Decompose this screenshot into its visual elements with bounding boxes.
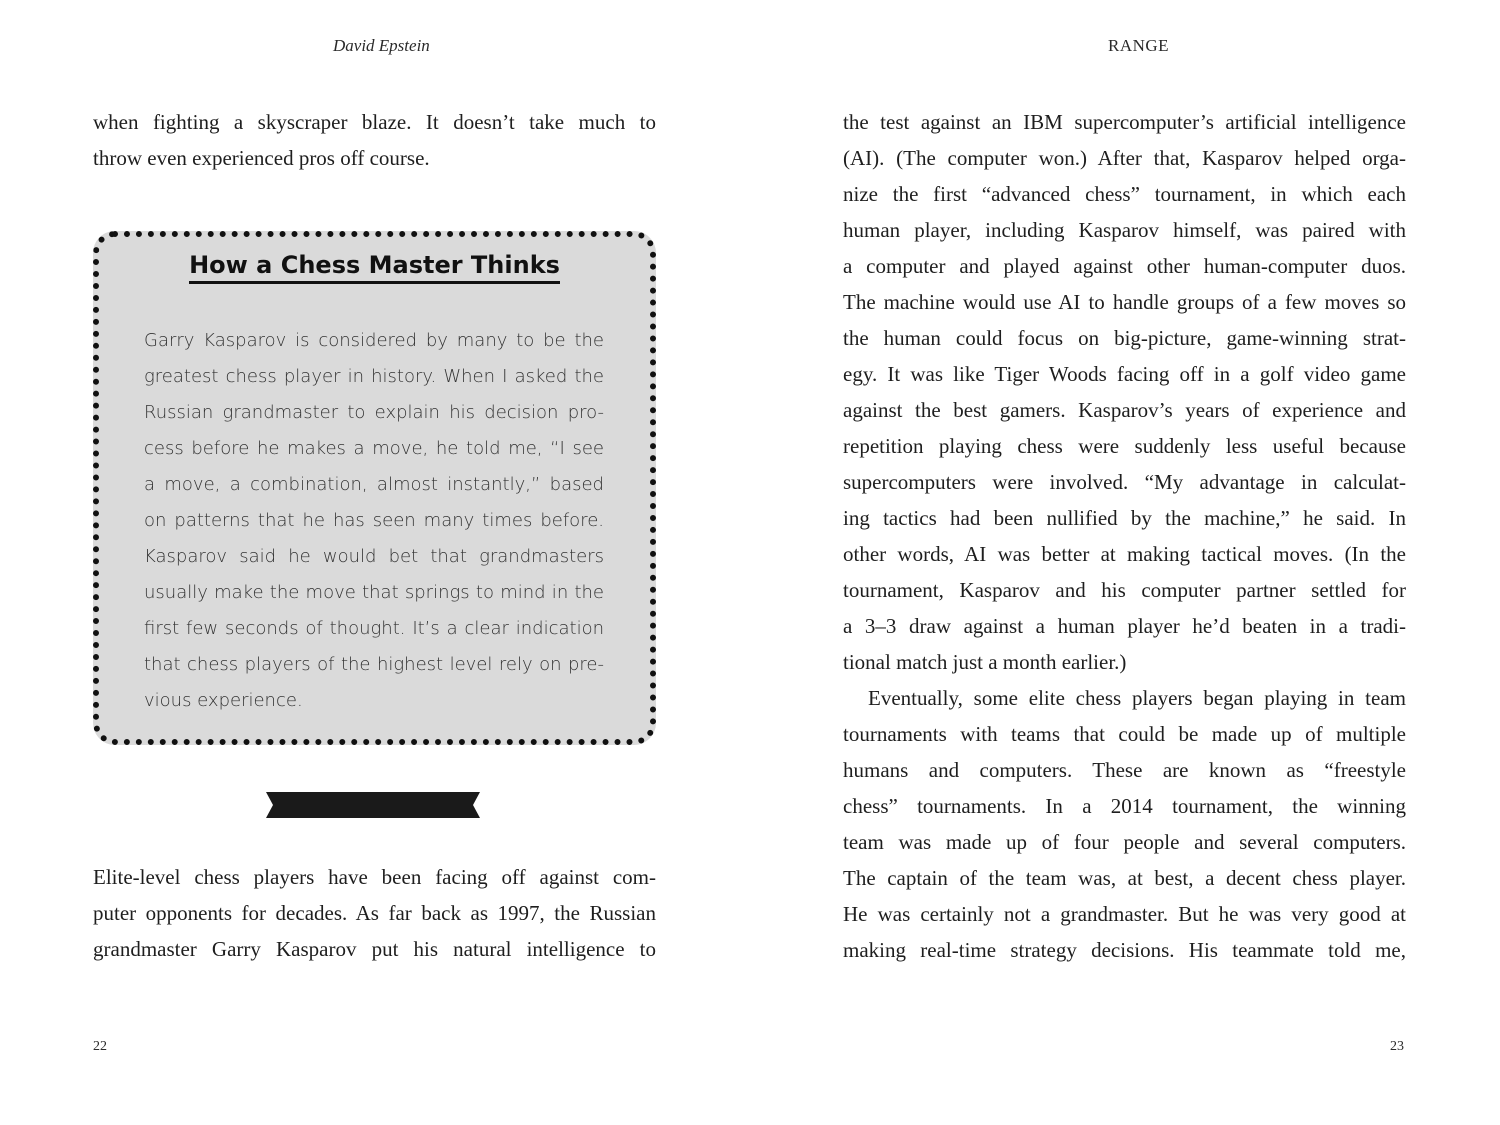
right-p1-line: ing tactics had been nullified by the machine,” he said. In: [843, 506, 1406, 530]
right-p1-line: egy. It was like Tiger Woods facing off in a golf video game: [843, 362, 1406, 386]
right-p2-line: team was made up of four people and several computers.: [843, 830, 1406, 854]
sidebar-line: Kasparov said he would bet that grandmasters: [144, 546, 604, 567]
sidebar-line: that chess players of the highest level rely on pre-: [144, 654, 604, 675]
right-p1-line: a 3–3 draw against a human player he’d beaten in a tradi-: [843, 614, 1406, 638]
right-p1-line: the human could focus on big-picture, game-winning strat-: [843, 326, 1406, 350]
right-p2-line: making real-time strategy decisions. His teammate told me,: [843, 938, 1406, 962]
sidebar-line: usually make the move that springs to mind in the: [144, 582, 604, 603]
sidebar-line: Russian grandmaster to explain his decision pro-: [144, 402, 604, 423]
right-p2-line: Eventually, some elite chess players began playing in team: [868, 686, 1406, 710]
right-p2-line: The captain of the team was, at best, a decent chess player.: [843, 866, 1406, 890]
right-p1-line: tional match just a month earlier.): [843, 650, 1127, 674]
sidebar-line: first few seconds of thought. It’s a clear indication: [144, 618, 604, 639]
left-body-line-3: grandmaster Garry Kasparov put his natural intelligence to: [93, 937, 656, 961]
sidebar-line: a move, a combination, almost instantly,” based: [144, 474, 604, 495]
right-p2-line: humans and computers. These are known as “freestyle: [843, 758, 1406, 782]
left-intro-line-2: throw even experienced pros off course.: [93, 146, 430, 170]
right-p1-line: (AI). (The computer won.) After that, Kasparov helped orga-: [843, 146, 1406, 170]
sidebar-box: [93, 231, 656, 745]
sidebar-line: on patterns that he has seen many times before.: [144, 510, 604, 531]
right-p1-line: nize the first “advanced chess” tournament, in which each: [843, 182, 1406, 206]
running-head-author: David Epstein: [333, 36, 430, 55]
right-p2-line: chess” tournaments. In a 2014 tournament, the winning: [843, 794, 1406, 818]
right-p2-line: He was certainly not a grandmaster. But he was very good at: [843, 902, 1406, 926]
left-body-line-1: Elite-level chess players have been facing off against com-: [93, 865, 656, 889]
page-number-right: 23: [1390, 1039, 1404, 1054]
section-divider-banner: [266, 790, 480, 820]
right-p2-line: tournaments with teams that could be made up of multiple: [843, 722, 1406, 746]
left-intro-line-1: when fighting a skyscraper blaze. It doesn’t take much to: [93, 110, 656, 134]
right-p1-line: The machine would use AI to handle groups of a few moves so: [843, 290, 1406, 314]
right-p1-line: repetition playing chess were suddenly less useful because: [843, 434, 1406, 458]
right-p1-line: the test against an IBM supercomputer’s artificial intelligence: [843, 110, 1406, 134]
sidebar-line: vious experience.: [144, 690, 303, 711]
right-p1-line: against the best gamers. Kasparov’s years of experience and: [843, 398, 1406, 422]
sidebar-line: Garry Kasparov is considered by many to be the: [144, 330, 604, 351]
right-p1-line: tournament, Kasparov and his computer partner settled for: [843, 578, 1406, 602]
right-p1-line: supercomputers were involved. “My advantage in calculat-: [843, 470, 1406, 494]
page-number-left: 22: [93, 1039, 107, 1054]
sidebar-title: How a Chess Master Thinks: [99, 250, 650, 284]
running-head-title: RANGE: [1108, 36, 1170, 55]
sidebar-line: greatest chess player in history. When I asked the: [144, 366, 604, 387]
right-p1-line: human player, including Kasparov himself, was paired with: [843, 218, 1406, 242]
right-p1-line: a computer and played against other human-computer duos.: [843, 254, 1406, 278]
right-p1-line: other words, AI was better at making tactical moves. (In the: [843, 542, 1406, 566]
left-body-line-2: puter opponents for decades. As far back as 1997, the Russian: [93, 901, 656, 925]
sidebar-line: cess before he makes a move, he told me, “I see: [144, 438, 604, 459]
